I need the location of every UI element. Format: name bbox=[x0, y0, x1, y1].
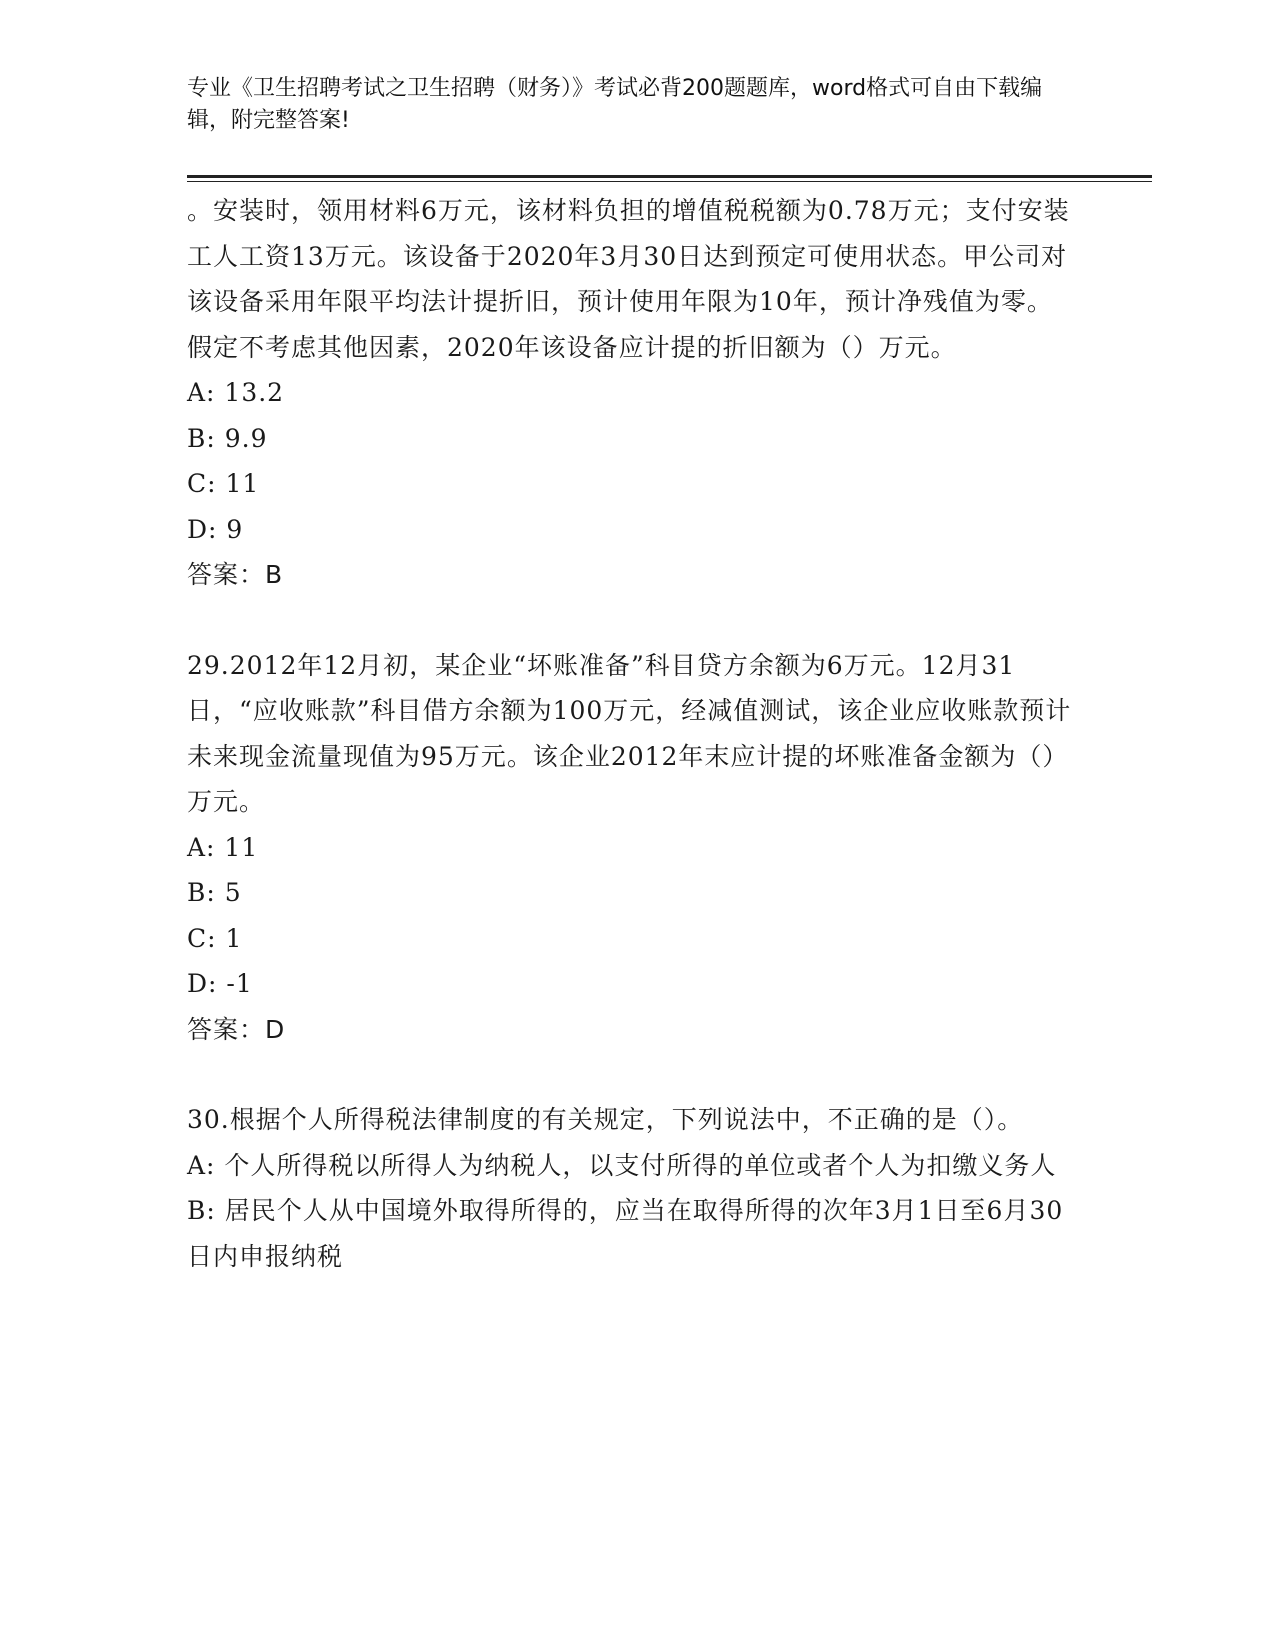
option-c: C: 11 bbox=[187, 469, 260, 498]
question-28 bbox=[187, 188, 1077, 598]
spacer bbox=[187, 598, 1077, 643]
header-rule-thick bbox=[187, 175, 1152, 178]
option-b: B: 5 bbox=[187, 878, 242, 907]
spacer bbox=[187, 1052, 1077, 1097]
option-a: A: 11 bbox=[187, 832, 259, 862]
answer: 答案：D bbox=[187, 1014, 286, 1044]
question-text: 。安装时，领用材料6万元，该材料负担的增值税税额为0.78万元；支付安装工人工资13万元。该设备于2020年3月30日达到预定可使用状态。甲公司对该设备采用年限平均法计提折旧，预计使用年限为10年，预计净残值为零。假定不考虑其他因素，2020年该设备应计提的折旧额为（）万元。 bbox=[187, 196, 1070, 362]
header-rule-thin bbox=[187, 181, 1152, 182]
question-text: 29.2012年12月初，某企业“坏账准备”科目贷方余额为6万元。12月31日，“应收账款”科目借方余额为100万元，经减值测试，该企业应收账款预计未来现金流量现值为95万元。该企业2012年末应计提的坏账准备金额为（）万元。 bbox=[187, 650, 1072, 816]
option-b: B: 9.9 bbox=[187, 423, 268, 453]
option-a: A: 个人所得税以所得人为纳税人，以支付所得的单位或者个人为扣缴义务人 bbox=[187, 1150, 1057, 1180]
option-d: D: -1 bbox=[187, 969, 253, 998]
option-d: D: 9 bbox=[187, 514, 244, 544]
page-header: 专业《卫生招聘考试之卫生招聘（财务）》考试必背200题题库，word格式可自由下载编辑，附完整答案! bbox=[187, 76, 1043, 133]
question-30 bbox=[187, 1097, 1077, 1279]
option-a: A: 13.2 bbox=[187, 378, 285, 407]
question-content bbox=[187, 188, 1077, 1279]
question-29 bbox=[187, 643, 1077, 1053]
answer: 答案：B bbox=[187, 560, 284, 589]
question-text: 30.根据个人所得税法律制度的有关规定，下列说法中，不正确的是（）。 bbox=[187, 1105, 1024, 1134]
option-c: C: 1 bbox=[187, 923, 243, 953]
option-b: B: 居民个人从中国境外取得所得的，应当在取得所得的次年3月1日至6月30日内申报纳税 bbox=[187, 1196, 1064, 1271]
